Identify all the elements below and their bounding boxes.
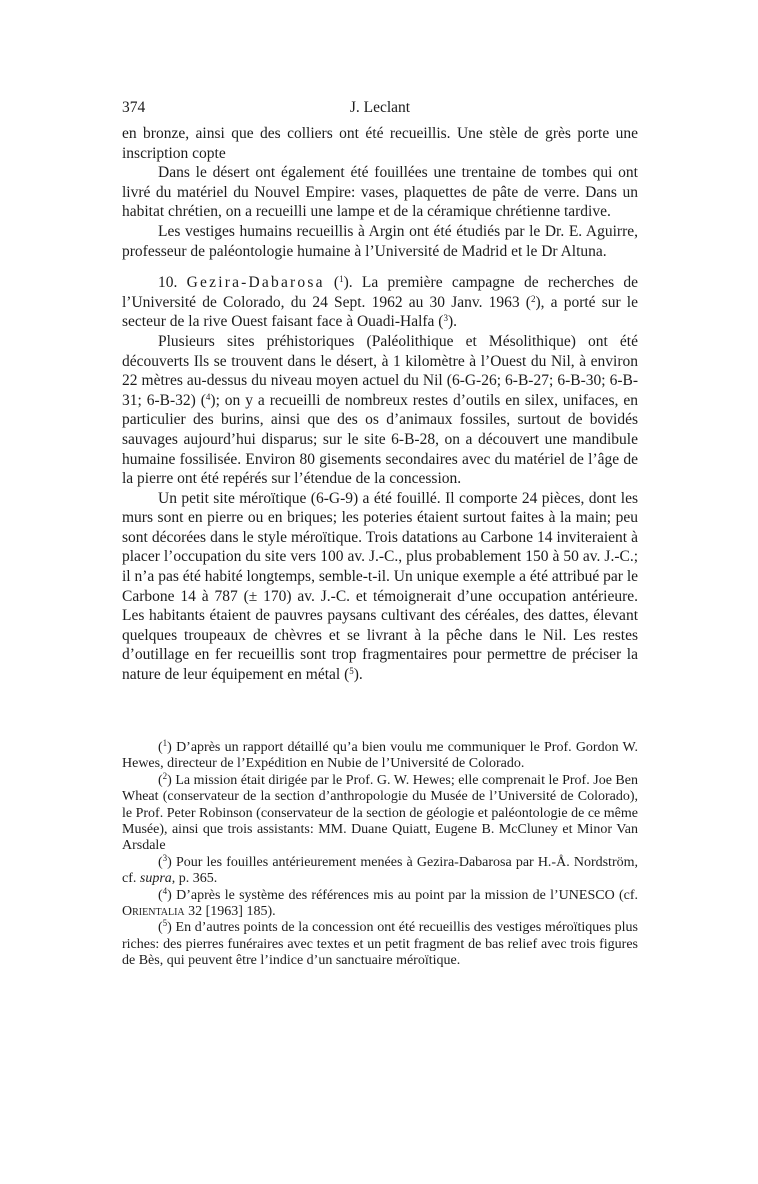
- running-head: J. Leclant: [349, 99, 411, 116]
- paragraph-1: en bronze, ainsi que des colliers ont été recueillis. Une stèle de grès porte une inscription copte: [122, 125, 638, 162]
- paragraph-4: 10. Gezira-Dabarosa ($^1$). La première campagne de recherches de l’Université de Colorado, du 24 Sept. 1962 au 30 Janv. 1963 ($^2$), a porté sur le secteur de la rive Ouest faisant face à Ouadi-Halfa ($^3$).: [122, 274, 639, 331]
- paragraph-5: Plusieurs sites préhistoriques (Paléolithique et Mésolithique) ont été découverts Ils se trouvent dans le désert, à 1 kilomètre à l’Ouest du Nil, à environ 22 mètres au-dessus du niveau moyen actuel du Nil (6-G-26; 6-B-27; 6-B-30; 6-B-31; 6-B-32) ($^4$); on y a recueilli de nombreux restes d’outils en silex, unifaces, en particulier des burins, ainsi que des os d’animaux fossiles, surtout de bovidés sauvages aujourd’hui disparus; sur le site 6-B-28, on a découvert une mandibule humaine fossilisée. Environ 80 gisements secondaires avec du matériel de l’âge de la pierre ont été repérés sur l’étendue de la concession.: [122, 332, 638, 488]
- footnote-4-mark: 4: [162, 885, 168, 896]
- site-name: Gezira-Dabarosa: [186, 274, 325, 292]
- footnote-4-text-b: 32 [1963] 185).: [188, 904, 276, 920]
- footnotes: [122, 740, 638, 970]
- footnote-3-text-b: , p. 365.: [171, 871, 218, 887]
- main-text: [122, 124, 638, 685]
- footnote-4: ($^4$) D’après le système des références mis au point par la mission de l’UNESCO (cf. Orientalia 32 [1963] 185).: [122, 885, 638, 920]
- footnote-ref-5: 5: [349, 666, 354, 677]
- footnote-4-text-a: D’après le système des références mis au point par la mission de l’UNESCO (cf.: [176, 887, 638, 903]
- paragraph-2: Dans le désert ont également été fouillées une trentaine de tombes qui ont livré du matériel du Nouvel Empire: vases, plaquettes de pâte de verre. Dans un habitat chrétien, on a recueilli une lampe et de la céramique chrétienne tardive.: [122, 164, 638, 221]
- paragraph-3: Les vestiges humains recueillis à Argin ont été étudiés par le Dr. E. Aguirre, professeur de paléontologie humaine à l’Université de Madrid et le Dr Altuna.: [122, 222, 638, 260]
- footnote-ref-3: 3: [443, 313, 448, 324]
- paragraph-6-text-a: Un petit site méroïtique (6-G-9) a été fouillé. Il comporte 24 pièces, dont les murs sont en pierre ou en briques; les poteries étaient surtout faites à la main; peu sont décorées dans le style méroïtique. Trois datations au Carbone 14 inviteraient à placer l’occupation du site vers 100 av. J.-C., plus probablement 150 à 50 av. J.-C.; il n’a pas été habité longtemps, semble-t-il. Un unique exemple a été attribué par le Carbone 14 à 787 (± 170) av. J.-C. et témoignerait d’une occupation antérieure. Les habitants étaient de pauvres paysans cultivant des céréales, des dattes, élevant quelques troupeaux de chèvres et se livrant à la pêche dans le Nil. Les restes d’outillage en fer recueillis sont trop fragmentaires pour permettre de préciser la nature de leur équipement en métal: [122, 489, 638, 684]
- footnote-1-mark: 1: [162, 738, 168, 748]
- paragraph-5-text-a: Plusieurs sites préhistoriques (Paléolithique et Mésolithique) ont été découverts Ils se trouvent dans le désert, à 1 kilomètre à l’Ouest du Nil, à environ 22 mètres au-dessus du niveau moyen actuel du Nil (6-G-26; 6-B-27; 6-B-30; 6-B-31; 6-B-32): [122, 332, 638, 409]
- footnote-4-journal: Orientalia: [122, 904, 185, 920]
- paragraph-4-text-a: . La première campagne de recherches de l’Université de Colorado, du 24 Sept. 1962 au 30 Janv. 1963: [122, 274, 639, 311]
- footnote-2-mark: 2: [162, 770, 168, 781]
- footnote-ref-4: 4: [205, 391, 211, 402]
- footnote-ref-1: 1: [339, 274, 344, 285]
- footnote-2: ($^2$) La mission était dirigée par le Prof. G. W. Hewes; elle comprenait le Prof. Joe Ben Wheat (conservateur de la section d’anthropologie du Musée de l’Université de Colorado), le Prof. Peter Robinson (conservateur de la section de géologie et paléontologie de ce même Musée), ainsi que trois assistants: MM. Duane Quiatt, Eugene B. McCluney et Minor Van Arsdale: [122, 770, 638, 854]
- footnote-5-mark: 5: [162, 918, 168, 929]
- footnote-1-text: D’après un rapport détaillé qu’a bien voulu me communiquer le Prof. Gordon W. Hewes, directeur de l’Expédition en Nubie de l’Université de Colorado.: [122, 740, 638, 772]
- footnote-1: ($^1$) D’après un rapport détaillé qu’a bien voulu me communiquer le Prof. Gordon W. Hewes, directeur de l’Expédition en Nubie de l’Université de Colorado.: [122, 738, 638, 772]
- footnote-3-supra: supra: [139, 871, 172, 887]
- paragraph-4-text-b: , a porté sur le secteur de la rive Ouest faisant face à Ouadi-Halfa: [122, 293, 638, 331]
- page-number: 374: [122, 99, 146, 116]
- footnote-3: ($^3$) Pour les fouilles antérieurement menées à Gezira-Dabarosa par H.-Å. Nordström, cf. supra, p. 365.: [122, 852, 638, 887]
- footnote-3-text-a: Pour les fouilles antérieurement menées à Gezira-Dabarosa par H.-Å. Nordström, cf.: [122, 854, 638, 887]
- paragraph-6: Un petit site méroïtique (6-G-9) a été fouillé. Il comporte 24 pièces, dont les murs sont en pierre ou en briques; les poteries étaient surtout faites à la main; peu sont décorées dans le style méroïtique. Trois datations au Carbone 14 inviteraient à placer l’occupation du site vers 100 av. J.-C., plus probablement 150 à 50 av. J.-C.; il n’a pas été habité longtemps, semble-t-il. Un unique exemple a été attribué par le Carbone 14 à 787 (± 170) av. J.-C. et témoignerait d’une occupation antérieure. Les habitants étaient de pauvres paysans cultivant des céréales, des dattes, élevant quelques troupeaux de chèvres et se livrant à la pêche dans le Nil. Les restes d’outillage en fer recueillis sont trop fragmentaires pour permettre de préciser la nature de leur équipement en métal ($^5$).: [122, 489, 638, 684]
- footnote-2-text: La mission était dirigée par le Prof. G. W. Hewes; elle comprenait le Prof. Joe Ben Wheat (conservateur de la section d’anthropologie du Musée de l’Université de Colorado), le Prof. Peter Robinson (conservateur de la section de géologie et paléontologie de ce même Musée), ainsi que trois assistants: MM. Duane Quiatt, Eugene B. McCluney et Minor Van Arsdale: [122, 772, 638, 854]
- footnote-5: ($^5$) En d’autres points de la concession ont été recueillis des vestiges méroïtiques plus riches: des pierres funéraires avec textes et un petit fragment de bas relief avec trois figures de Bès, qui peuvent être l’indice d’un sanctuaire méroïtique.: [122, 918, 638, 969]
- footnote-5-text: En d’autres points de la concession ont été recueillis des vestiges méroïtiques plus riches: des pierres funéraires avec textes et un petit fragment de bas relief avec trois figures de Bès, qui peuvent être l’indice d’un sanctuaire méroïtique.: [122, 920, 638, 969]
- paragraph-4-text-c: .: [453, 313, 458, 331]
- section-number: 10.: [158, 274, 178, 292]
- paragraph-6-text-b: .: [358, 666, 363, 684]
- footnote-3-mark: 3: [162, 852, 168, 863]
- footnote-ref-2: 2: [530, 293, 536, 304]
- paragraph-5-text-b: ; on y a recueilli de nombreux restes d’outils en silex, unifaces, en particulier des burins, ainsi que des os d’animaux fossiles, surtout de bovidés sauvages aujourd’hui disparus; sur le site 6-B-28, on a découvert une mandibule humaine fossilisée. Environ 80 gisements secondaires avec du matériel de l’âge de la pierre ont été repérés sur l’étendue de la concession.: [122, 391, 638, 488]
